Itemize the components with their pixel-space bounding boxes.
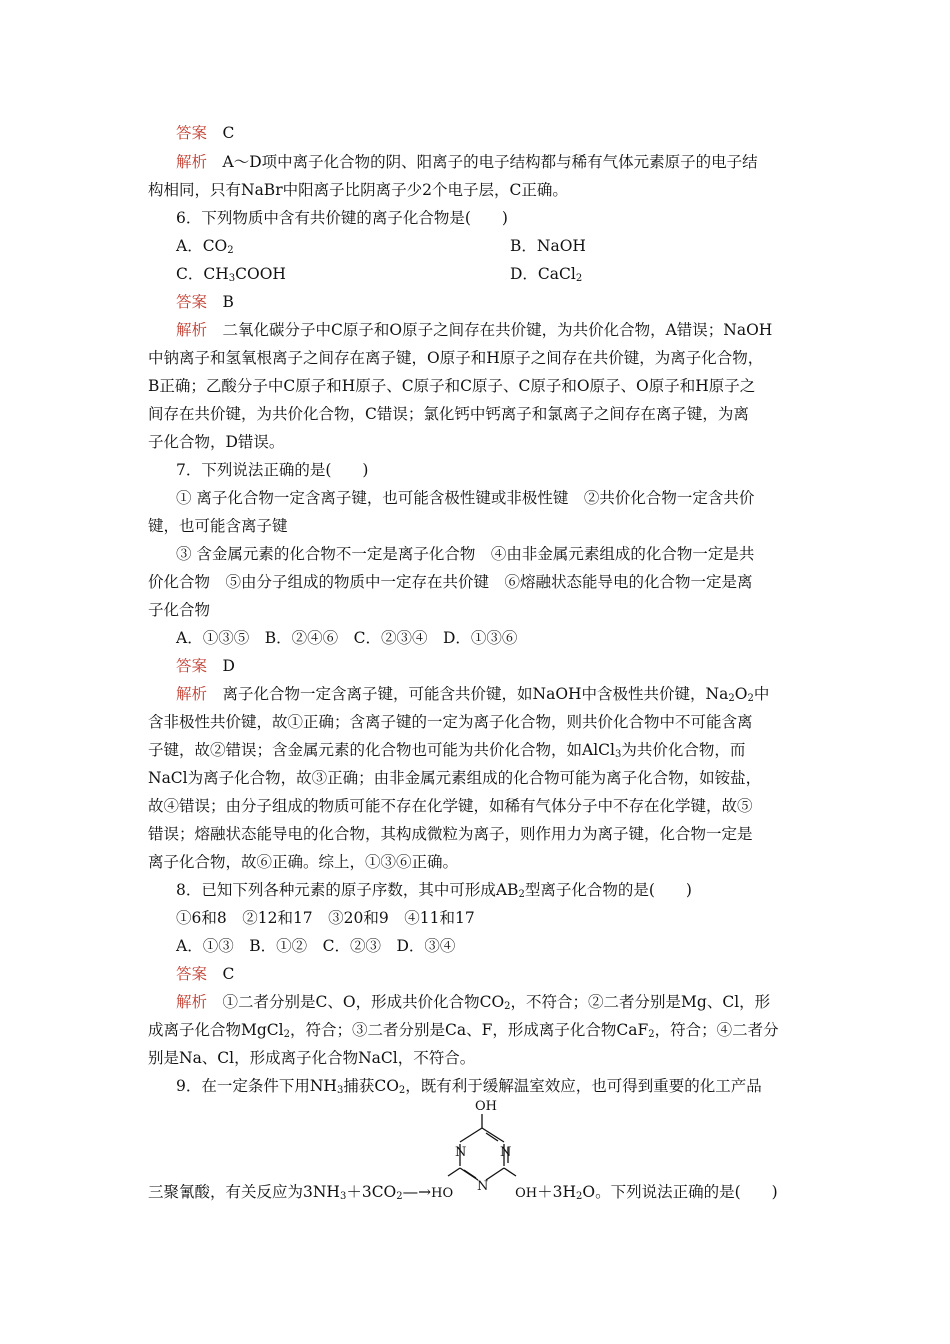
ho-left-label: HO: [431, 1186, 454, 1201]
q7-statement-line: ③ 含金属元素的化合物不一定是离子化合物 ④由非金属元素组成的化合物一定是共: [176, 545, 755, 563]
q7-options: A．①③⑤ B．②④⑥ C．②③④ D．①③⑥: [176, 629, 518, 647]
q7-analysis-line: 子键，故②错误；含金属元素的化合物也可能为共价化合物，如AlCl$_3$为共价化合物，而: [148, 741, 746, 760]
q8-stem: 8．已知下列各种元素的原子序数，其中可形成$AB_2$型离子化合物的是( ): [176, 881, 692, 900]
q7-analysis-line: 错误；熔融状态能导电的化合物，其构成微粒为离子，则作用力为离子键，化合物一定是: [148, 825, 753, 843]
q7-analysis-line: 离子化合物，故⑥正确。综上，①③⑥正确。: [148, 853, 459, 871]
q7-statement-line: ① 离子化合物一定含离子键，也可能含极性键或非极性键 ②共价化合物一定含共价: [176, 489, 755, 507]
q5-analysis-line: 构相同，只有NaBr中阳离子比阴离子少2个电子层，C正确。: [148, 181, 568, 199]
option-c: C．$CH_3COOH$: [176, 265, 286, 284]
q8-pairs: ①6和8 ②12和17 ③20和9 ④11和17: [176, 909, 475, 927]
q8-answer: [176, 964, 836, 984]
n-bottom-label: N: [477, 1179, 489, 1194]
answer-label: 答案: [176, 124, 208, 142]
q6-analysis-line: B正确；乙酸分子中C原子和H原子、C原子和C原子、C原子和O原子、O原子和H原子之: [148, 377, 756, 395]
q5-answer: [176, 123, 836, 143]
q8-analysis-line: 成离子化合物MgCl$_2$，符合；③二者分别是Ca、F，形成离子化合物CaF$_2$，符合；④二者分: [148, 1021, 779, 1040]
q5-analysis-line: [176, 152, 836, 172]
answer-value: B: [222, 293, 234, 311]
q6-options-row1: [176, 236, 836, 256]
q8-analysis-line: 别是Na、Cl，形成离子化合物NaCl，不符合。: [148, 1049, 476, 1067]
analysis-label: 解析: [176, 321, 208, 339]
answer-value: C: [222, 124, 235, 142]
q9-stem: 9．在一定条件下用$NH_3$捕获$CO_2$，既有利于缓解温室效应，也可得到重要的化工产品: [176, 1077, 762, 1096]
answer-value: D: [222, 657, 235, 675]
q6-analysis-line: 中钠离子和氢氧根离子之间存在离子键，O原子和H原子之间存在共价键，为离子化合物，: [148, 349, 764, 367]
q7-analysis-line: 含非极性共价键，故①正确；含离子键的一定为离子化合物，则共价化合物中不可能含离: [148, 713, 753, 731]
analysis-label: 解析: [176, 153, 208, 171]
q7-analysis-line: 故④错误；由分子组成的物质可能不存在化学键，如稀有气体分子中不存在化学键，故⑤: [148, 797, 753, 815]
q7-stem: 7．下列说法正确的是( ): [176, 461, 369, 479]
q6-analysis-line: 子化合物，D错误。: [148, 433, 285, 451]
answer-label: 答案: [176, 293, 208, 311]
option-a: A．$CO_2$: [176, 237, 234, 256]
answer-label: 答案: [176, 657, 208, 675]
n-right-label: N: [500, 1145, 512, 1160]
analysis-text: A～D项中离子化合物的阴、阳离子的电子结构都与稀有气体元素原子的电子结: [222, 153, 758, 171]
q6-answer: [176, 292, 836, 312]
q7-statement-line: 子化合物: [148, 601, 211, 619]
q7-analysis-line: 解析 离子化合物一定含离子键，可能含共价键，如NaOH中含极性共价键，$Na_2O_2$中: [176, 685, 770, 704]
q6-analysis-line: 解析 二氧化碳分子中C原子和O原子之间存在共价键，为共价化合物，A错误；NaOH: [176, 321, 773, 339]
answer-value: C: [222, 965, 235, 983]
n-left-label: N: [455, 1145, 467, 1160]
option-b: B．NaOH: [510, 237, 586, 255]
q7-statement-line: 键，也可能含离子键: [148, 517, 288, 535]
q9-reaction-line: 三聚氰酸，有关反应为$3NH_3+3CO_2—\to HO$ $OH+3H_2O$。下列说法正确的是( ): [148, 1183, 778, 1202]
oh-top-label: OH: [475, 1099, 497, 1114]
q8-analysis-line: 解析 ①二者分别是C、O，形成共价化合物$CO_2$，不符合；②二者分别是Mg、Cl，形: [176, 993, 771, 1012]
oh-right-label: OH: [515, 1186, 538, 1201]
q7-statement-line: 价化合物 ⑤由分子组成的物质中一定存在共价键 ⑥熔融状态能导电的化合物一定是离: [148, 573, 753, 591]
q6-options-row2: [176, 264, 836, 284]
analysis-label: 解析: [176, 993, 208, 1011]
q7-analysis-line: NaCl为离子化合物，故③正确；由非金属元素组成的化合物可能为离子化合物，如铵盐，: [148, 769, 762, 787]
q8-options: A．①③ B．①② C．②③ D．③④: [176, 937, 456, 955]
answer-label: 答案: [176, 965, 208, 983]
reaction-arrow: —→: [402, 1183, 432, 1201]
q6-stem: 6．下列物质中含有共价键的离子化合物是( ): [176, 209, 508, 227]
analysis-label: 解析: [176, 685, 208, 703]
q6-analysis-line: 间存在共价键，为共价化合物，C错误；氯化钙中钙离子和氯离子之间存在离子键，为离: [148, 405, 749, 423]
q7-answer: [176, 656, 836, 676]
option-d: D．CaCl$_2$: [510, 265, 583, 284]
